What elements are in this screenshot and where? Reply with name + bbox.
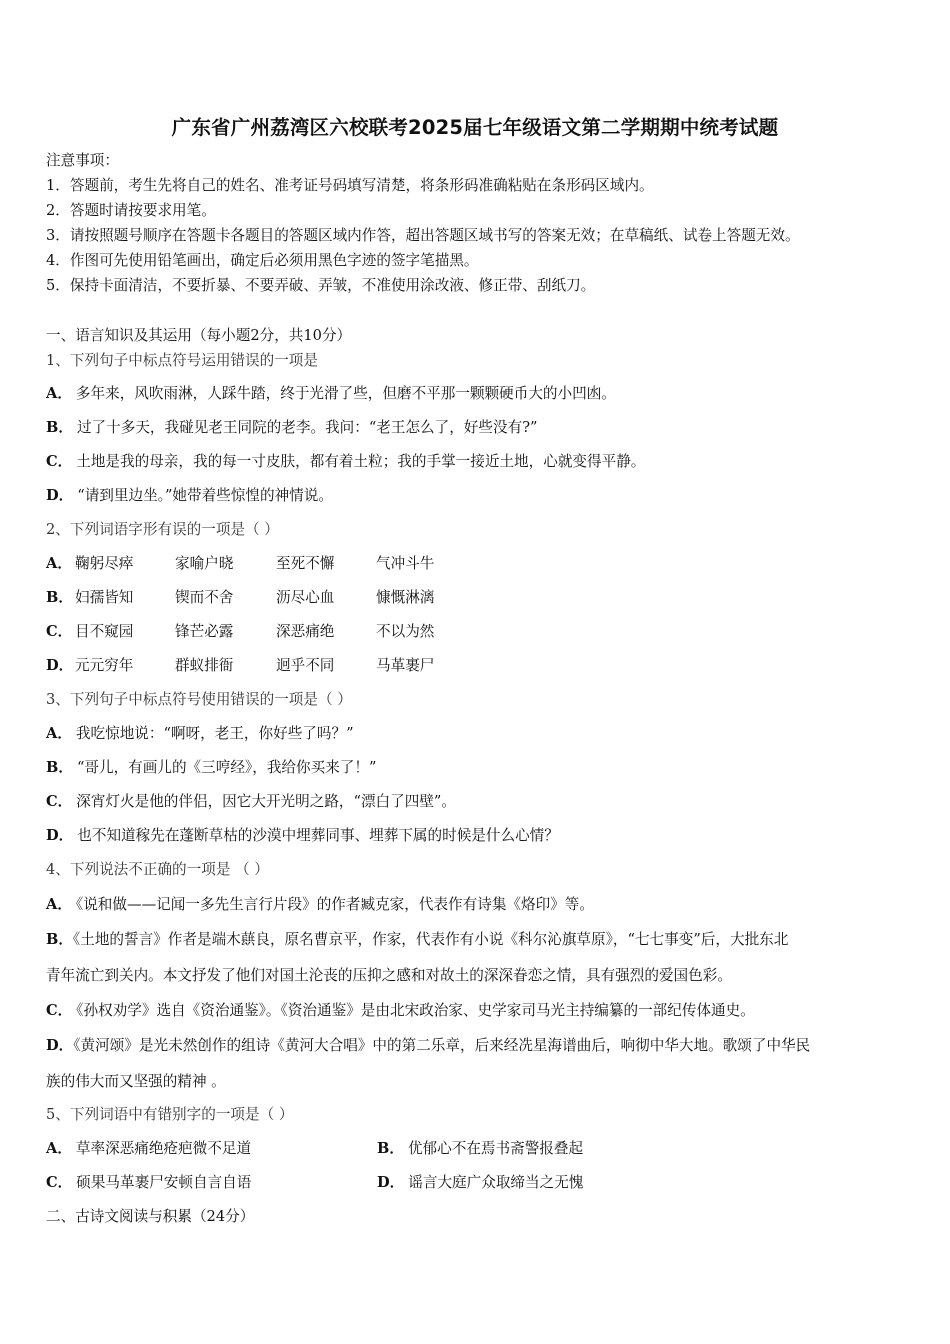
q2-b-word-3: 沥尽心血	[276, 589, 335, 606]
option-label: B．	[46, 419, 73, 436]
q4-option-d-continued: 族的伟大而又坚强的精神 。	[46, 1073, 226, 1090]
option-label: A．	[46, 555, 72, 572]
q2-c-word-3: 深恶痛绝	[276, 623, 335, 640]
q4-option-c	[46, 1001, 755, 1021]
q3-option-b	[46, 758, 376, 778]
q2-d-word-1: 元元穷年	[75, 657, 134, 674]
q5-option-b	[377, 1139, 583, 1159]
notice-item-1: 1．答题前，考生先将自己的姓名、准考证号码填写清楚，将条形码准确粘贴在条形码区域内。	[46, 177, 654, 194]
q2-a-word-1: 鞠躬尽瘁	[75, 555, 134, 572]
option-text: “请到里边坐。”她带着些惊惶的神情说。	[77, 487, 333, 504]
option-text-line-1: 《黄河颂》是光未然创作的组诗《黄河大合唱》中的第二乐章，后来经冼星海谱曲后，响彻中华大地。歌颂了中华民	[73, 1037, 811, 1054]
q3-option-d	[46, 826, 559, 846]
q1-option-b	[46, 418, 538, 438]
option-text: 《说和做——记闻一多先生言行片段》的作者臧克家，代表作有诗集《烙印》等。	[75, 896, 594, 913]
q5-option-c	[46, 1173, 251, 1193]
option-label: B．	[46, 931, 73, 948]
q5-stem: 5、下列词语中有错别字的一项是（ ）	[46, 1106, 294, 1123]
q1-option-d	[46, 486, 333, 506]
q2-a-word-2: 家喻户晓	[175, 555, 234, 572]
option-label: B．	[46, 759, 73, 776]
q3-option-a	[46, 724, 354, 744]
section-1-heading: 一、语言知识及其运用（每小题2分，共10分）	[46, 327, 352, 344]
q1-option-c	[46, 452, 645, 472]
q2-option-b	[46, 588, 77, 608]
q4-option-b-continued: 青年流亡到关内。本文抒发了他们对国土沦丧的压抑之感和对故土的深深眷恋之情，具有强烈的爱国色彩。	[46, 967, 732, 984]
q2-option-a	[46, 554, 76, 574]
option-text: 《孙权劝学》选自《资治通鉴》。《资治通鉴》是由北宋政治家、史学家司马光主持编纂的一部纪传体通史。	[76, 1002, 755, 1019]
q2-c-word-2: 锋芒必露	[175, 623, 234, 640]
option-label: C．	[46, 623, 73, 640]
option-text: “哥儿，有画儿的《三哼经》，我给你买来了！”	[76, 759, 377, 776]
option-label: D．	[46, 487, 74, 504]
q2-c-word-4: 不以为然	[376, 623, 435, 640]
q2-b-word-2: 锲而不舍	[175, 589, 234, 606]
q2-b-word-4: 慷慨淋漓	[376, 589, 435, 606]
q2-d-word-2: 群蚁排衙	[175, 657, 234, 674]
option-label: D．	[46, 1037, 74, 1054]
page-title: 广东省广州荔湾区六校联考2025届七年级语文第二学期期中统考试题	[171, 116, 779, 139]
q1-stem: 1、下列句子中标点符号运用错误的一项是	[46, 352, 318, 369]
option-label: A．	[46, 896, 72, 913]
option-text: 多年来，风吹雨淋，人踩牛踏，终于光滑了些，但磨不平那一颗颗硬币大的小凹凼。	[75, 385, 616, 402]
notice-item-4: 4．作图可先使用铅笔画出，确定后必须用黑色字迹的签字笔描黑。	[46, 252, 479, 269]
option-label: D．	[46, 827, 74, 844]
option-label: A．	[46, 1140, 72, 1157]
q4-stem: 4、下列说法不正确的一项是 （ ）	[46, 861, 269, 878]
option-text: 我吃惊地说：“啊呀，老王，你好些了吗？”	[75, 725, 354, 742]
option-text: 深宵灯火是他的伴侣，因它大开光明之路，“漂白了四壁”。	[76, 793, 456, 810]
q4-option-b	[46, 930, 788, 950]
q3-option-c	[46, 792, 456, 812]
q5-option-d	[377, 1173, 583, 1193]
q1-option-a	[46, 384, 616, 404]
option-text: 也不知道稼先在蓬断草枯的沙漠中埋葬同事、埋葬下属的时候是什么心情？	[77, 827, 559, 844]
q4-option-d	[46, 1036, 810, 1056]
q3-stem: 3、下列句子中标点符号使用错误的一项是（ ）	[46, 691, 352, 708]
option-text: 硕果马革裹尸安顿自言自语	[76, 1174, 252, 1191]
q2-stem: 2、下列词语字形有误的一项是（ ）	[46, 521, 279, 538]
q2-c-word-1: 目不窥园	[75, 623, 134, 640]
section-2-heading: 二、古诗文阅读与积累（24分）	[46, 1208, 255, 1225]
q2-a-word-3: 至死不懈	[276, 555, 335, 572]
q2-b-word-1: 妇孺皆知	[75, 589, 134, 606]
notice-item-2: 2．答题时请按要求用笔。	[46, 202, 216, 219]
q2-option-c	[46, 622, 76, 642]
notice-heading: 注意事项：	[46, 152, 119, 169]
option-label: B．	[46, 589, 73, 606]
q2-a-word-4: 气冲斗牛	[376, 555, 435, 572]
option-label: D．	[377, 1174, 405, 1191]
option-text: 谣言大庭广众取缔当之无愧	[408, 1174, 584, 1191]
option-text: 优郁心不在焉书斋警报叠起	[407, 1140, 584, 1157]
q4-option-a	[46, 895, 594, 915]
option-label: A．	[46, 385, 72, 402]
option-text: 过了十多天，我碰见老王同院的老李。我问：“老王怎么了，好些没有?”	[76, 419, 538, 436]
option-text: 草率深恶痛绝疮疤微不足道	[75, 1140, 252, 1157]
option-label: C．	[46, 453, 73, 470]
option-label: C．	[46, 793, 73, 810]
option-label: D．	[46, 657, 74, 674]
notice-item-5: 5．保持卡面清洁，不要折暴、不要弄破、弄皱，不准使用涂改液、修正带、刮纸刀。	[46, 277, 596, 294]
q5-option-a	[46, 1139, 251, 1159]
option-label: C．	[46, 1002, 73, 1019]
option-label: B．	[377, 1140, 404, 1157]
option-text-line-1: 《土地的誓言》作者是端木蕻良，原名曹京平，作家，代表作有小说《科尔沁旗草原》，“七七事变”后，大批东北	[72, 931, 789, 948]
q2-option-d	[46, 656, 77, 676]
option-label: C．	[46, 1174, 73, 1191]
option-text: 土地是我的母亲，我的每一寸皮肤，都有着土粒；我的手掌一接近土地，心就变得平静。	[76, 453, 646, 470]
notice-item-3: 3．请按照题号顺序在答题卡各题目的答题区域内作答，超出答题区域书写的答案无效；在草稿纸、试卷上答题无效。	[46, 227, 800, 244]
option-label: A．	[46, 725, 72, 742]
q2-d-word-3: 迥乎不同	[276, 657, 335, 674]
q2-d-word-4: 马革裹尸	[376, 657, 435, 674]
